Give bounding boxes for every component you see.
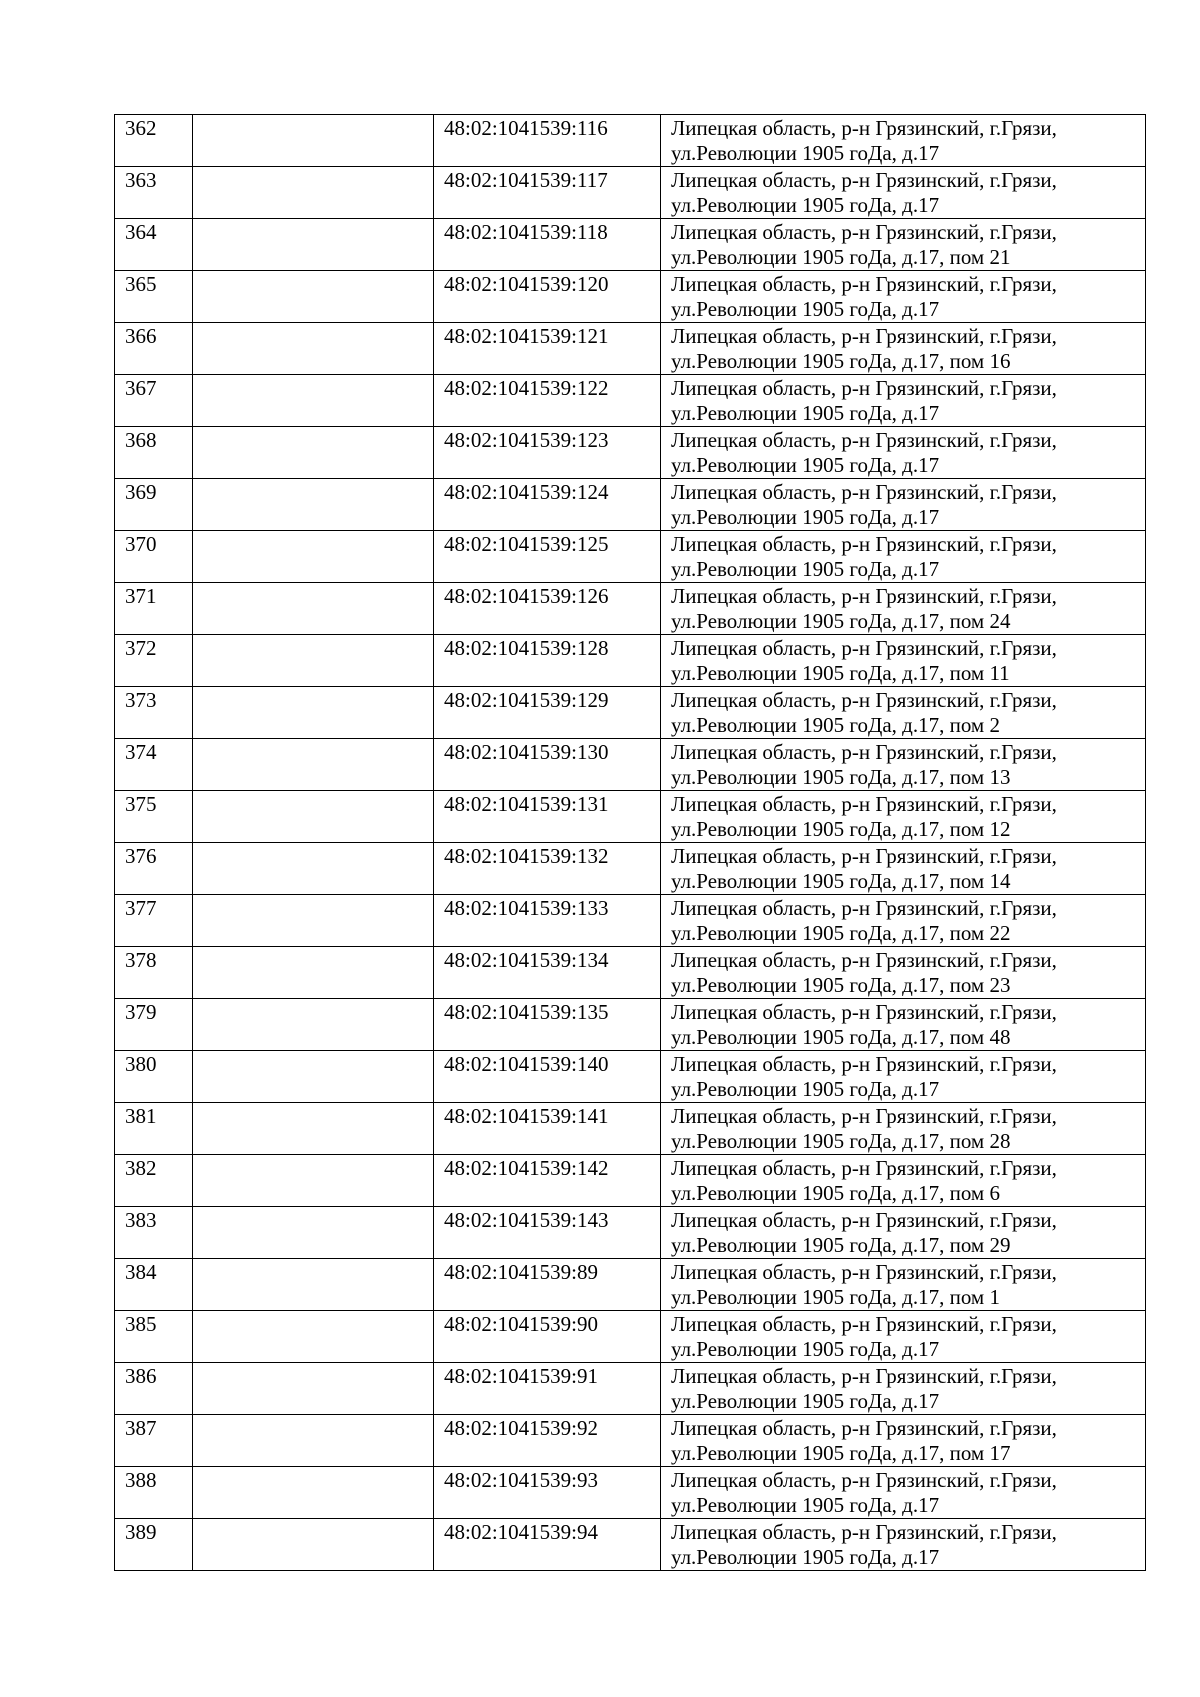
- table-row: [115, 895, 1146, 947]
- cadastral-number-cell: 48:02:1041539:125: [434, 531, 661, 583]
- table-row: [115, 479, 1146, 531]
- address-line-2: ул.Революции 1905 гоДа, д.17, пом 22: [671, 921, 1011, 945]
- cadastral-number-cell: 48:02:1041539:93: [434, 1467, 661, 1519]
- address-line-1: Липецкая область, р-н Грязинский, г.Грязи,: [671, 1364, 1057, 1388]
- address-line-1: Липецкая область, р-н Грязинский, г.Грязи,: [671, 376, 1057, 400]
- table-row: [115, 843, 1146, 895]
- address-cell: [661, 635, 1146, 687]
- row-number-cell: 378: [115, 947, 193, 999]
- row-note-cell: [193, 1207, 434, 1259]
- address-cell: [661, 167, 1146, 219]
- cadastral-number-cell: 48:02:1041539:134: [434, 947, 661, 999]
- address-line-1: Липецкая область, р-н Грязинский, г.Грязи,: [671, 948, 1057, 972]
- table-row: [115, 1259, 1146, 1311]
- address-line-2: ул.Революции 1905 гоДа, д.17: [671, 1493, 940, 1517]
- cadastral-number-cell: 48:02:1041539:123: [434, 427, 661, 479]
- row-note-cell: [193, 687, 434, 739]
- row-note-cell: [193, 895, 434, 947]
- row-note-cell: [193, 427, 434, 479]
- address-line-2: ул.Революции 1905 гоДа, д.17: [671, 401, 940, 425]
- address-cell: [661, 791, 1146, 843]
- row-note-cell: [193, 1103, 434, 1155]
- table-row: [115, 167, 1146, 219]
- address-line-2: ул.Революции 1905 гоДа, д.17, пом 16: [671, 349, 1011, 373]
- address-line-2: ул.Революции 1905 гоДа, д.17: [671, 1337, 940, 1361]
- row-note-cell: [193, 1051, 434, 1103]
- row-number-cell: 388: [115, 1467, 193, 1519]
- row-note-cell: [193, 739, 434, 791]
- table-row: [115, 1363, 1146, 1415]
- row-number-cell: 370: [115, 531, 193, 583]
- row-note-cell: [193, 531, 434, 583]
- cadastral-number-cell: 48:02:1041539:122: [434, 375, 661, 427]
- address-cell: [661, 375, 1146, 427]
- cadastral-number-cell: 48:02:1041539:89: [434, 1259, 661, 1311]
- address-line-2: ул.Революции 1905 гоДа, д.17, пом 13: [671, 765, 1011, 789]
- cadastral-number-cell: 48:02:1041539:91: [434, 1363, 661, 1415]
- cadastral-number-cell: 48:02:1041539:116: [434, 115, 661, 167]
- cadastral-number-cell: 48:02:1041539:121: [434, 323, 661, 375]
- address-cell: [661, 1519, 1146, 1571]
- row-number-cell: 380: [115, 1051, 193, 1103]
- address-line-2: ул.Революции 1905 гоДа, д.17: [671, 141, 940, 165]
- address-cell: [661, 1103, 1146, 1155]
- row-number-cell: 377: [115, 895, 193, 947]
- cadastral-number-cell: 48:02:1041539:94: [434, 1519, 661, 1571]
- address-line-1: Липецкая область, р-н Грязинский, г.Грязи,: [671, 584, 1057, 608]
- table-row: [115, 1207, 1146, 1259]
- row-number-cell: 375: [115, 791, 193, 843]
- address-cell: [661, 115, 1146, 167]
- row-note-cell: [193, 167, 434, 219]
- address-cell: [661, 427, 1146, 479]
- cadastral-number-cell: 48:02:1041539:131: [434, 791, 661, 843]
- address-line-2: ул.Революции 1905 гоДа, д.17, пом 17: [671, 1441, 1011, 1465]
- address-line-2: ул.Революции 1905 гоДа, д.17, пом 29: [671, 1233, 1011, 1257]
- address-line-2: ул.Революции 1905 гоДа, д.17, пом 23: [671, 973, 1011, 997]
- address-line-2: ул.Революции 1905 гоДа, д.17: [671, 453, 940, 477]
- address-line-1: Липецкая область, р-н Грязинский, г.Грязи,: [671, 1000, 1057, 1024]
- table-row: [115, 583, 1146, 635]
- cadastral-number-cell: 48:02:1041539:142: [434, 1155, 661, 1207]
- row-note-cell: [193, 375, 434, 427]
- row-note-cell: [193, 843, 434, 895]
- address-cell: [661, 999, 1146, 1051]
- cadastral-number-cell: 48:02:1041539:141: [434, 1103, 661, 1155]
- address-line-2: ул.Революции 1905 гоДа, д.17: [671, 1389, 940, 1413]
- cadastral-number-cell: 48:02:1041539:132: [434, 843, 661, 895]
- row-note-cell: [193, 1519, 434, 1571]
- cadastral-number-cell: 48:02:1041539:140: [434, 1051, 661, 1103]
- address-line-2: ул.Революции 1905 гоДа, д.17, пом 11: [671, 661, 1010, 685]
- address-cell: [661, 531, 1146, 583]
- row-number-cell: 372: [115, 635, 193, 687]
- address-line-1: Липецкая область, р-н Грязинский, г.Грязи,: [671, 1520, 1057, 1544]
- address-line-1: Липецкая область, р-н Грязинский, г.Грязи,: [671, 532, 1057, 556]
- row-note-cell: [193, 999, 434, 1051]
- row-number-cell: 379: [115, 999, 193, 1051]
- address-line-2: ул.Революции 1905 гоДа, д.17, пом 6: [671, 1181, 1000, 1205]
- address-line-1: Липецкая область, р-н Грязинский, г.Грязи,: [671, 480, 1057, 504]
- property-registry-table: [114, 114, 1146, 1571]
- address-cell: [661, 895, 1146, 947]
- row-number-cell: 374: [115, 739, 193, 791]
- address-line-2: ул.Революции 1905 гоДа, д.17: [671, 557, 940, 581]
- table-row: [115, 1467, 1146, 1519]
- row-number-cell: 362: [115, 115, 193, 167]
- row-note-cell: [193, 583, 434, 635]
- table-row: [115, 323, 1146, 375]
- address-cell: [661, 1311, 1146, 1363]
- table-row: [115, 1311, 1146, 1363]
- address-line-1: Липецкая область, р-н Грязинский, г.Грязи,: [671, 1468, 1057, 1492]
- address-line-2: ул.Революции 1905 гоДа, д.17: [671, 193, 940, 217]
- table-row: [115, 427, 1146, 479]
- address-cell: [661, 479, 1146, 531]
- table-row: [115, 1519, 1146, 1571]
- row-number-cell: 371: [115, 583, 193, 635]
- row-number-cell: 363: [115, 167, 193, 219]
- table-row: [115, 1051, 1146, 1103]
- address-line-1: Липецкая область, р-н Грязинский, г.Грязи,: [671, 896, 1057, 920]
- row-note-cell: [193, 271, 434, 323]
- cadastral-number-cell: 48:02:1041539:133: [434, 895, 661, 947]
- address-cell: [661, 271, 1146, 323]
- row-note-cell: [193, 219, 434, 271]
- cadastral-number-cell: 48:02:1041539:92: [434, 1415, 661, 1467]
- address-cell: [661, 1155, 1146, 1207]
- cadastral-number-cell: 48:02:1041539:129: [434, 687, 661, 739]
- table-row: [115, 115, 1146, 167]
- address-line-2: ул.Революции 1905 гоДа, д.17, пом 2: [671, 713, 1000, 737]
- address-line-1: Липецкая область, р-н Грязинский, г.Грязи,: [671, 688, 1057, 712]
- address-line-1: Липецкая область, р-н Грязинский, г.Грязи,: [671, 220, 1057, 244]
- table-row: [115, 635, 1146, 687]
- address-line-1: Липецкая область, р-н Грязинский, г.Грязи,: [671, 792, 1057, 816]
- row-number-cell: 366: [115, 323, 193, 375]
- cadastral-number-cell: 48:02:1041539:118: [434, 219, 661, 271]
- row-note-cell: [193, 323, 434, 375]
- address-line-1: Липецкая область, р-н Грязинский, г.Грязи,: [671, 740, 1057, 764]
- table-row: [115, 1155, 1146, 1207]
- address-cell: [661, 583, 1146, 635]
- address-line-1: Липецкая область, р-н Грязинский, г.Грязи,: [671, 324, 1057, 348]
- row-note-cell: [193, 115, 434, 167]
- address-line-1: Липецкая область, р-н Грязинский, г.Грязи,: [671, 168, 1057, 192]
- address-line-1: Липецкая область, р-н Грязинский, г.Грязи,: [671, 428, 1057, 452]
- table-row: [115, 687, 1146, 739]
- address-line-2: ул.Революции 1905 гоДа, д.17, пом 21: [671, 245, 1011, 269]
- address-line-1: Липецкая область, р-н Грязинский, г.Грязи,: [671, 844, 1057, 868]
- address-line-2: ул.Революции 1905 гоДа, д.17: [671, 1545, 940, 1569]
- cadastral-number-cell: 48:02:1041539:128: [434, 635, 661, 687]
- address-line-2: ул.Революции 1905 гоДа, д.17: [671, 505, 940, 529]
- address-line-2: ул.Революции 1905 гоДа, д.17, пом 28: [671, 1129, 1011, 1153]
- table-row: [115, 1415, 1146, 1467]
- address-cell: [661, 1415, 1146, 1467]
- cadastral-number-cell: 48:02:1041539:120: [434, 271, 661, 323]
- row-number-cell: 389: [115, 1519, 193, 1571]
- row-number-cell: 384: [115, 1259, 193, 1311]
- address-line-1: Липецкая область, р-н Грязинский, г.Грязи,: [671, 1260, 1057, 1284]
- row-number-cell: 383: [115, 1207, 193, 1259]
- address-line-2: ул.Революции 1905 гоДа, д.17, пом 12: [671, 817, 1011, 841]
- address-line-1: Липецкая область, р-н Грязинский, г.Грязи,: [671, 1104, 1057, 1128]
- address-cell: [661, 323, 1146, 375]
- table-row: [115, 219, 1146, 271]
- row-note-cell: [193, 1259, 434, 1311]
- row-number-cell: 364: [115, 219, 193, 271]
- table-row: [115, 375, 1146, 427]
- cadastral-number-cell: 48:02:1041539:126: [434, 583, 661, 635]
- address-cell: [661, 219, 1146, 271]
- cadastral-number-cell: 48:02:1041539:117: [434, 167, 661, 219]
- address-line-1: Липецкая область, р-н Грязинский, г.Грязи,: [671, 1312, 1057, 1336]
- address-line-1: Липецкая область, р-н Грязинский, г.Грязи,: [671, 1156, 1057, 1180]
- row-note-cell: [193, 1311, 434, 1363]
- address-cell: [661, 1259, 1146, 1311]
- address-line-2: ул.Революции 1905 гоДа, д.17, пом 14: [671, 869, 1011, 893]
- address-cell: [661, 1467, 1146, 1519]
- table-row: [115, 739, 1146, 791]
- row-note-cell: [193, 1467, 434, 1519]
- cadastral-number-cell: 48:02:1041539:143: [434, 1207, 661, 1259]
- row-number-cell: 369: [115, 479, 193, 531]
- row-note-cell: [193, 1415, 434, 1467]
- table-row: [115, 1103, 1146, 1155]
- address-cell: [661, 1363, 1146, 1415]
- row-number-cell: 385: [115, 1311, 193, 1363]
- cadastral-number-cell: 48:02:1041539:130: [434, 739, 661, 791]
- address-line-2: ул.Революции 1905 гоДа, д.17: [671, 1077, 940, 1101]
- address-line-2: ул.Революции 1905 гоДа, д.17, пом 48: [671, 1025, 1011, 1049]
- address-line-1: Липецкая область, р-н Грязинский, г.Грязи,: [671, 116, 1057, 140]
- registry-table-body: [115, 115, 1146, 1571]
- row-note-cell: [193, 635, 434, 687]
- row-number-cell: 368: [115, 427, 193, 479]
- address-cell: [661, 843, 1146, 895]
- cadastral-number-cell: 48:02:1041539:124: [434, 479, 661, 531]
- cadastral-number-cell: 48:02:1041539:90: [434, 1311, 661, 1363]
- table-row: [115, 791, 1146, 843]
- address-line-2: ул.Революции 1905 гоДа, д.17, пом 24: [671, 609, 1011, 633]
- table-row: [115, 999, 1146, 1051]
- table-row: [115, 531, 1146, 583]
- row-number-cell: 382: [115, 1155, 193, 1207]
- address-cell: [661, 1051, 1146, 1103]
- address-line-1: Липецкая область, р-н Грязинский, г.Грязи,: [671, 272, 1057, 296]
- address-line-1: Липецкая область, р-н Грязинский, г.Грязи,: [671, 1052, 1057, 1076]
- address-line-1: Липецкая область, р-н Грязинский, г.Грязи,: [671, 1208, 1057, 1232]
- cadastral-number-cell: 48:02:1041539:135: [434, 999, 661, 1051]
- row-number-cell: 367: [115, 375, 193, 427]
- address-line-2: ул.Революции 1905 гоДа, д.17, пом 1: [671, 1285, 1000, 1309]
- address-cell: [661, 1207, 1146, 1259]
- table-row: [115, 271, 1146, 323]
- address-line-1: Липецкая область, р-н Грязинский, г.Грязи,: [671, 1416, 1057, 1440]
- row-number-cell: 373: [115, 687, 193, 739]
- row-number-cell: 376: [115, 843, 193, 895]
- address-cell: [661, 687, 1146, 739]
- row-note-cell: [193, 791, 434, 843]
- address-line-1: Липецкая область, р-н Грязинский, г.Грязи,: [671, 636, 1057, 660]
- address-line-2: ул.Революции 1905 гоДа, д.17: [671, 297, 940, 321]
- row-note-cell: [193, 947, 434, 999]
- row-note-cell: [193, 1155, 434, 1207]
- row-note-cell: [193, 479, 434, 531]
- address-cell: [661, 947, 1146, 999]
- row-number-cell: 386: [115, 1363, 193, 1415]
- row-number-cell: 365: [115, 271, 193, 323]
- table-row: [115, 947, 1146, 999]
- address-cell: [661, 739, 1146, 791]
- row-number-cell: 381: [115, 1103, 193, 1155]
- row-number-cell: 387: [115, 1415, 193, 1467]
- row-note-cell: [193, 1363, 434, 1415]
